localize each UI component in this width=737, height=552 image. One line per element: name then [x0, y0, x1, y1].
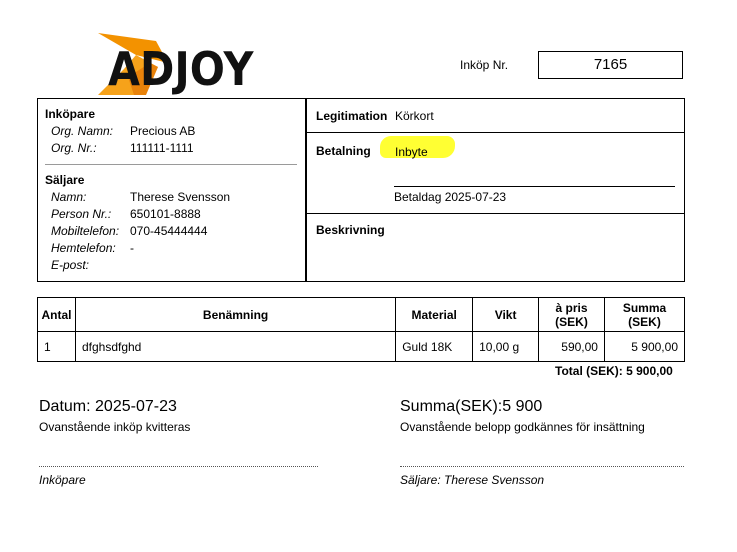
col-summa: Summa (SEK) [604, 298, 684, 332]
seller-signature-line [400, 466, 684, 467]
buyer-org-nr-label: Org. Nr.: [51, 141, 97, 155]
cell-material: Guld 18K [396, 332, 473, 362]
seller-name-value: Therese Svensson [130, 190, 231, 204]
footer-approve-text: Ovanstående belopp godkännes för insättning [400, 420, 645, 434]
buyer-signature-label: Inköpare [39, 473, 86, 487]
seller-mobile-value: 070-45444444 [130, 224, 208, 238]
table-header-row [38, 298, 685, 332]
buyer-org-name-label: Org. Namn: [51, 124, 114, 138]
col-vikt: Vikt [473, 298, 539, 332]
table-row [38, 332, 685, 362]
buyer-org-name-value: Precious AB [130, 124, 196, 138]
seller-person-nr-label: Person Nr.: [51, 207, 112, 221]
seller-person-nr-value: 650101-8888 [130, 207, 201, 221]
footer-sum: Summa(SEK):5 900 [400, 398, 543, 415]
payment-date: Betaldag 2025-07-23 [394, 190, 507, 204]
cell-apris: 590,00 [539, 332, 605, 362]
footer-receipt-text: Ovanstående inköp kvitteras [39, 420, 191, 434]
seller-home-phone-label: Hemtelefon: [51, 241, 116, 255]
purchase-number-label: Inköp Nr. [460, 58, 509, 72]
items-table [37, 297, 685, 362]
seller-title: Säljare [45, 173, 85, 187]
purchase-number-value: 7165 [538, 51, 683, 79]
buyer-org-nr-value: 111111-1111 [130, 141, 194, 155]
table-total: Total (SEK): 5 900,00 [555, 364, 673, 378]
legitimation-label: Legitimation [316, 109, 388, 123]
payment-label: Betalning [316, 144, 371, 158]
col-material: Material [396, 298, 473, 332]
col-apris: à pris (SEK) [539, 298, 605, 332]
seller-signature-label: Säljare: Therese Svensson [400, 473, 545, 487]
footer-date: Datum: 2025-07-23 [39, 398, 177, 415]
cell-antal: 1 [38, 332, 76, 362]
cell-summa: 5 900,00 [604, 332, 684, 362]
col-antal: Antal [38, 298, 76, 332]
cell-benamning: dfghsdfghd [75, 332, 395, 362]
payment-value: Inbyte [395, 145, 428, 159]
payment-signature-line [394, 186, 675, 187]
seller-name-label: Namn: [51, 190, 87, 204]
buyer-signature-line [39, 466, 318, 467]
details-divider-1 [306, 132, 685, 133]
buyer-title: Inköpare [45, 107, 96, 121]
party-divider [45, 164, 297, 165]
seller-mobile-label: Mobiltelefon: [51, 224, 120, 238]
col-benamning: Benämning [75, 298, 395, 332]
logo-text: ADJOY [108, 42, 254, 96]
legitimation-value: Körkort [395, 109, 434, 123]
description-label: Beskrivning [316, 223, 385, 237]
details-divider-2 [306, 213, 685, 214]
seller-home-phone-value: - [130, 241, 134, 255]
cell-vikt: 10,00 g [473, 332, 539, 362]
seller-email-label: E-post: [51, 258, 90, 272]
